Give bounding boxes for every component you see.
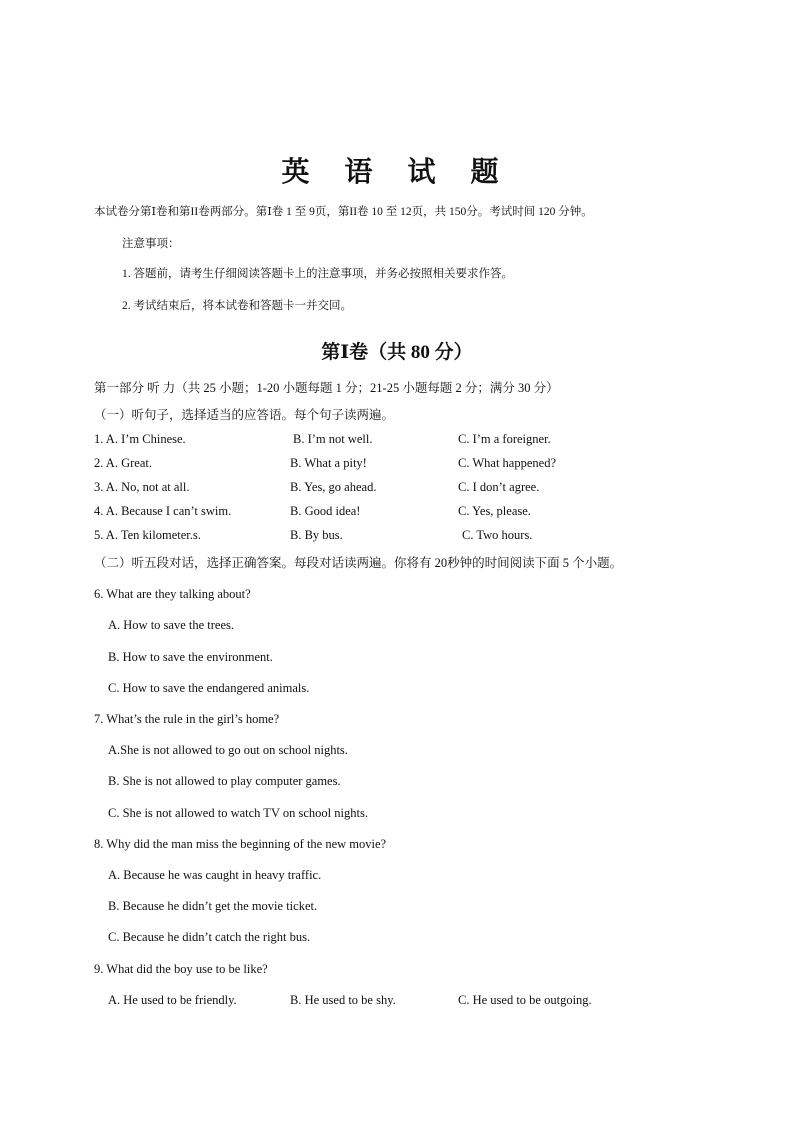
q5-option-c: C. Two hours. bbox=[462, 528, 533, 542]
q9-option-c: C. He used to be outgoing. bbox=[458, 993, 592, 1007]
q6-option-b: B. How to save the environment. bbox=[108, 650, 273, 664]
q6-option-c: C. How to save the endangered animals. bbox=[108, 681, 310, 695]
q7-option-b: B. She is not allowed to play computer games. bbox=[108, 774, 341, 788]
q8-option-a: A. Because he was caught in heavy traffic. bbox=[108, 868, 322, 882]
notes-item-1: 1. 答题前，请考生仔细阅读答题卡上的注意事项，并务必按照相关要求作答。 bbox=[122, 268, 513, 280]
notes-item-2: 2. 考试结束后，将本试卷和答题卡一并交回。 bbox=[122, 300, 352, 312]
q7-question: 7. What’s the rule in the girl’s home? bbox=[94, 712, 280, 726]
q9-option-b: B. He used to be shy. bbox=[290, 993, 396, 1007]
q7-option-c: C. She is not allowed to watch TV on school nights. bbox=[108, 806, 368, 820]
subsection2-heading: （二）听五段对话，选择正确答案。每段对话读两遍。你将有 20秒钟的时间阅读下面 5 个小题。 bbox=[94, 556, 623, 570]
notes-heading: 注意事项： bbox=[122, 238, 180, 250]
q1-option-a: 1. A. I’m Chinese. bbox=[94, 432, 186, 446]
q3-option-a: 3. A. No, not at all. bbox=[94, 480, 190, 494]
intro-text: 本试卷分第Ⅰ卷和第II卷两部分。第Ⅰ卷 1 至 9页，第II卷 10 至 12页，共 150分。考试时间 120 分钟。 bbox=[94, 206, 593, 218]
q8-option-c: C. Because he didn’t catch the right bus. bbox=[108, 930, 311, 944]
q6-option-a: A. How to save the trees. bbox=[108, 618, 235, 632]
q9-question: 9. What did the boy use to be like? bbox=[94, 962, 268, 976]
page-title: 英 语 试 题 bbox=[281, 157, 513, 188]
q8-option-b: B. Because he didn’t get the movie ticket. bbox=[108, 899, 318, 913]
q8-question: 8. Why did the man miss the beginning of the new movie? bbox=[94, 837, 387, 851]
part1-heading: 第一部分 听 力（共 25 小题；1-20 小题每题 1 分；21-25 小题每题 2 分；满分 30 分） bbox=[94, 381, 559, 395]
q2-option-b: B. What a pity! bbox=[290, 456, 367, 470]
q2-option-c: C. What happened? bbox=[458, 456, 556, 470]
q6-question: 6. What are they talking about? bbox=[94, 587, 251, 601]
subsection1-heading: （一）听句子，选择适当的应答语。每个句子读两遍。 bbox=[94, 408, 395, 422]
q9-option-a: A. He used to be friendly. bbox=[108, 993, 237, 1007]
q4-option-b: B. Good idea! bbox=[290, 504, 361, 518]
q4-option-c: C. Yes, please. bbox=[458, 504, 531, 518]
q5-option-b: B. By bus. bbox=[290, 528, 343, 542]
q7-option-a: A.She is not allowed to go out on school nights. bbox=[108, 743, 348, 757]
q1-option-c: C. I’m a foreigner. bbox=[458, 432, 551, 446]
q2-option-a: 2. A. Great. bbox=[94, 456, 152, 470]
q4-option-a: 4. A. Because I can’t swim. bbox=[94, 504, 232, 518]
q1-option-b: B. I’m not well. bbox=[293, 432, 373, 446]
section-title: 第Ⅰ卷（共 80 分） bbox=[321, 342, 473, 363]
q3-option-b: B. Yes, go ahead. bbox=[290, 480, 377, 494]
q5-option-a: 5. A. Ten kilometer.s. bbox=[94, 528, 201, 542]
q3-option-c: C. I don’t agree. bbox=[458, 480, 540, 494]
